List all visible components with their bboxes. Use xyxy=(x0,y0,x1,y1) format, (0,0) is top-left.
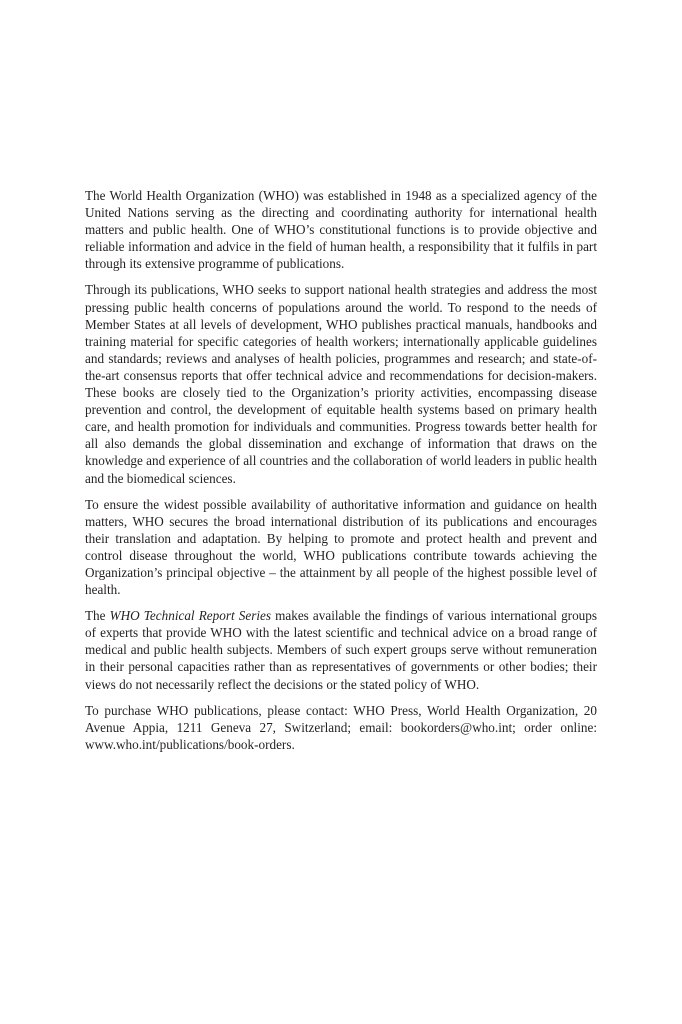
series-title: WHO Technical Report Series xyxy=(109,608,271,624)
paragraph-distribution: To ensure the widest possible availability of authoritative information and guidance on health matters, WHO secures the broad international distribution of its publications and encourages their translation and adaptation. By helping to promote and protect health and prevent and control disease throughout the world, WHO publications contribute towards achieving the Organization’s principal objective – the attainment by all people of the highest possible level of health. xyxy=(85,496,597,598)
paragraph-purchase-contact: To purchase WHO publications, please contact: WHO Press, World Health Organization, 20 Avenue Appia, 1211 Geneva 27, Switzerland; email: bookorders@who.int; order online: www.who.int/publications/book-orders. xyxy=(85,702,597,752)
p4-lead: The xyxy=(85,608,110,624)
paragraph-who-establishment: The World Health Organization (WHO) was established in 1948 as a specialized agency of the United Nations serving as the directing and coordinating authority for international health matters and public health. One of WHO’s constitutional functions is to provide objective and reliable information and advice in the field of human health, a responsibility that it fulfils in part through its extensive programme of publications. xyxy=(85,188,597,272)
paragraph-publications-purpose: Through its publications, WHO seeks to support national health strategies and address the most pressing public health concerns of populations around the world. To respond to the needs of Member States at all levels of development, WHO publishes practical manuals, handbooks and training material for specific categories of health workers; internationally applicable guidelines and standards; reviews and analyses of health policies, programmes and research; and state-of-the-art consensus reports that offer technical advice and recommendations for decision-makers. These books are closely tied to the Organization’s priority activities, encompassing disease prevention and control, the development of equitable health systems based on primary health care, and health promotion for individuals and communities. Progress towards better health for all also demands the global dissemination and exchange of information that draws on the knowledge and experience of all countries and the collaboration of world leaders in public health and the biomedical sciences. xyxy=(85,282,597,486)
body-text xyxy=(85,187,597,762)
p4-rest: makes available the findings of various international groups of experts that provide WHO with the latest scientific and technical advice on a broad range of medical and public health subjects. Members of such expert groups serve without remuneration in their personal capacities rather than as representatives of governments or other bodies; their views do not necessarily reflect the decisions or the stated policy of WHO. xyxy=(85,608,597,692)
paragraph-technical-report-series xyxy=(85,607,597,692)
